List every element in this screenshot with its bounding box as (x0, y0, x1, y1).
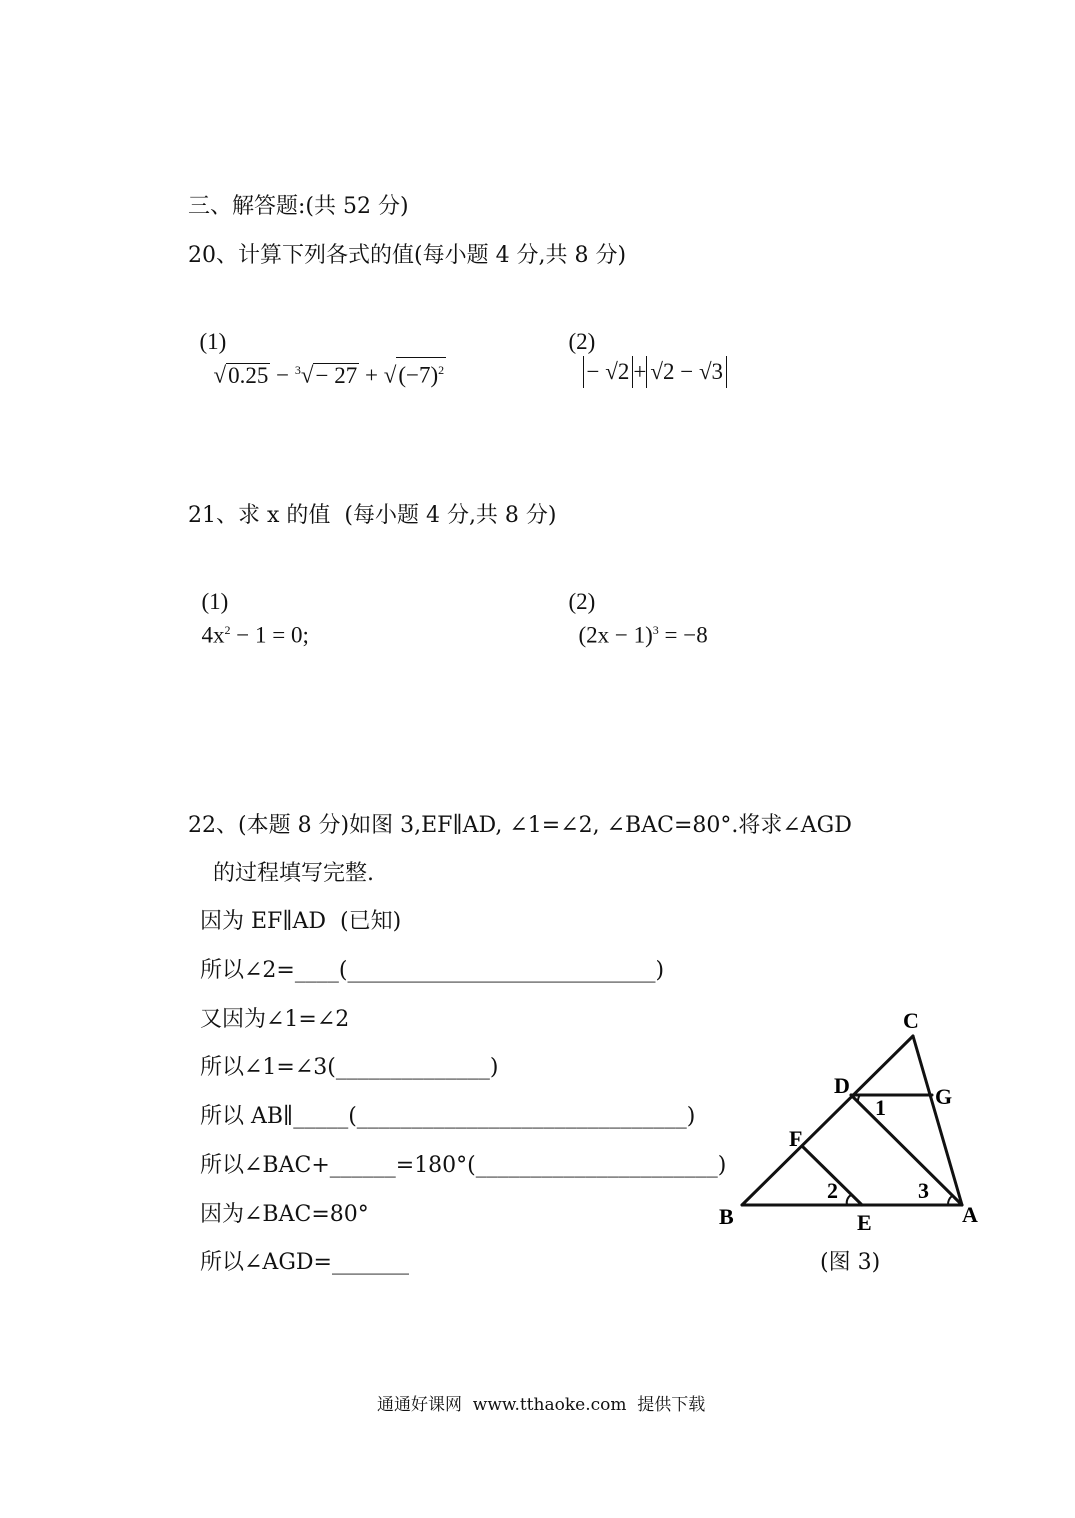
q20-p1-plus: + (359, 362, 384, 388)
q21-p1-eq-b: − 1 = 0; (230, 622, 309, 648)
q22-step-4: 所以∠1=∠3(______________) (200, 1055, 499, 1080)
footer-text: 通通好课网 www.tthaoke.com 提供下载 (377, 1395, 706, 1415)
q22-step-7: 因为∠BAC=80° (200, 1202, 369, 1227)
label-E: E (857, 1210, 872, 1235)
q20-p2-abs-b: √2 − √3 (646, 356, 727, 388)
q21-p2-eq-a: (2x − 1) (578, 622, 653, 648)
label-angle-2: 2 (827, 1178, 838, 1203)
figure-3-diagram (700, 995, 1020, 1245)
q20-p2-abs-a: − √2 (583, 356, 634, 388)
q20-part2 (557, 300, 727, 388)
q21-part1 (190, 560, 309, 650)
label-G: G (935, 1084, 953, 1109)
q20-p1-b: − 27 (315, 362, 358, 388)
q21-part2 (557, 560, 708, 650)
q22-step-5: 所以 AB∥_____(______________________________) (200, 1104, 696, 1129)
q20-p1-minus: − (270, 362, 295, 388)
q21-p2-label: (2) (568, 589, 596, 614)
label-F: F (789, 1126, 803, 1151)
q22-line1: 22、(本题 8 分)如图 3,EF∥AD, ∠1=∠2, ∠BAC=80°.将求∠AGD (188, 813, 852, 838)
label-angle-3: 3 (918, 1178, 929, 1203)
q20-p1-index: 3 (294, 363, 301, 377)
label-C: C (903, 1008, 919, 1033)
q22-step-6: 所以∠BAC+______=180°(______________________) (200, 1153, 727, 1178)
q22-step-1: 因为 EF∥AD (已知) (200, 909, 402, 934)
q20-p1-c: (−7) (398, 362, 439, 388)
label-angle-1: 1 (875, 1095, 886, 1120)
q20-p1-label: (1) (199, 329, 227, 354)
q20-p2-plus: + (633, 359, 647, 384)
q21-p1-exp: 2 (224, 623, 231, 637)
q20-p1-exp: 2 (438, 363, 445, 377)
q21-p2-eq-b: = −8 (658, 622, 708, 648)
q21-title: 21、求 x 的值 (每小题 4 分,共 8 分) (188, 503, 557, 528)
section-header: 三、解答题:(共 52 分) (188, 194, 409, 219)
q21-p1-eq-a: 4x (201, 622, 225, 648)
figure-caption: (图 3) (820, 1250, 881, 1275)
q21-p1-label: (1) (201, 589, 229, 614)
q22-line2: 的过程填写完整. (213, 861, 374, 886)
q22-step-3: 又因为∠1=∠2 (200, 1007, 350, 1032)
q21-p2-exp: 3 (652, 623, 659, 637)
q22-step-8: 所以∠AGD=_______ (200, 1250, 409, 1275)
label-D: D (834, 1073, 850, 1098)
label-B: B (719, 1204, 734, 1229)
q20-p1-a: 0.25 (228, 362, 269, 388)
label-A: A (962, 1202, 978, 1227)
q20-p2-label: (2) (568, 329, 596, 354)
q20-title: 20、计算下列各式的值(每小题 4 分,共 8 分) (188, 243, 627, 268)
q20-part1: (1) $√0.25 - ^3√- 27 + √(-7)^2$ (199, 329, 445, 388)
q22-step-2: 所以∠2=____(____________________________) (200, 958, 665, 983)
